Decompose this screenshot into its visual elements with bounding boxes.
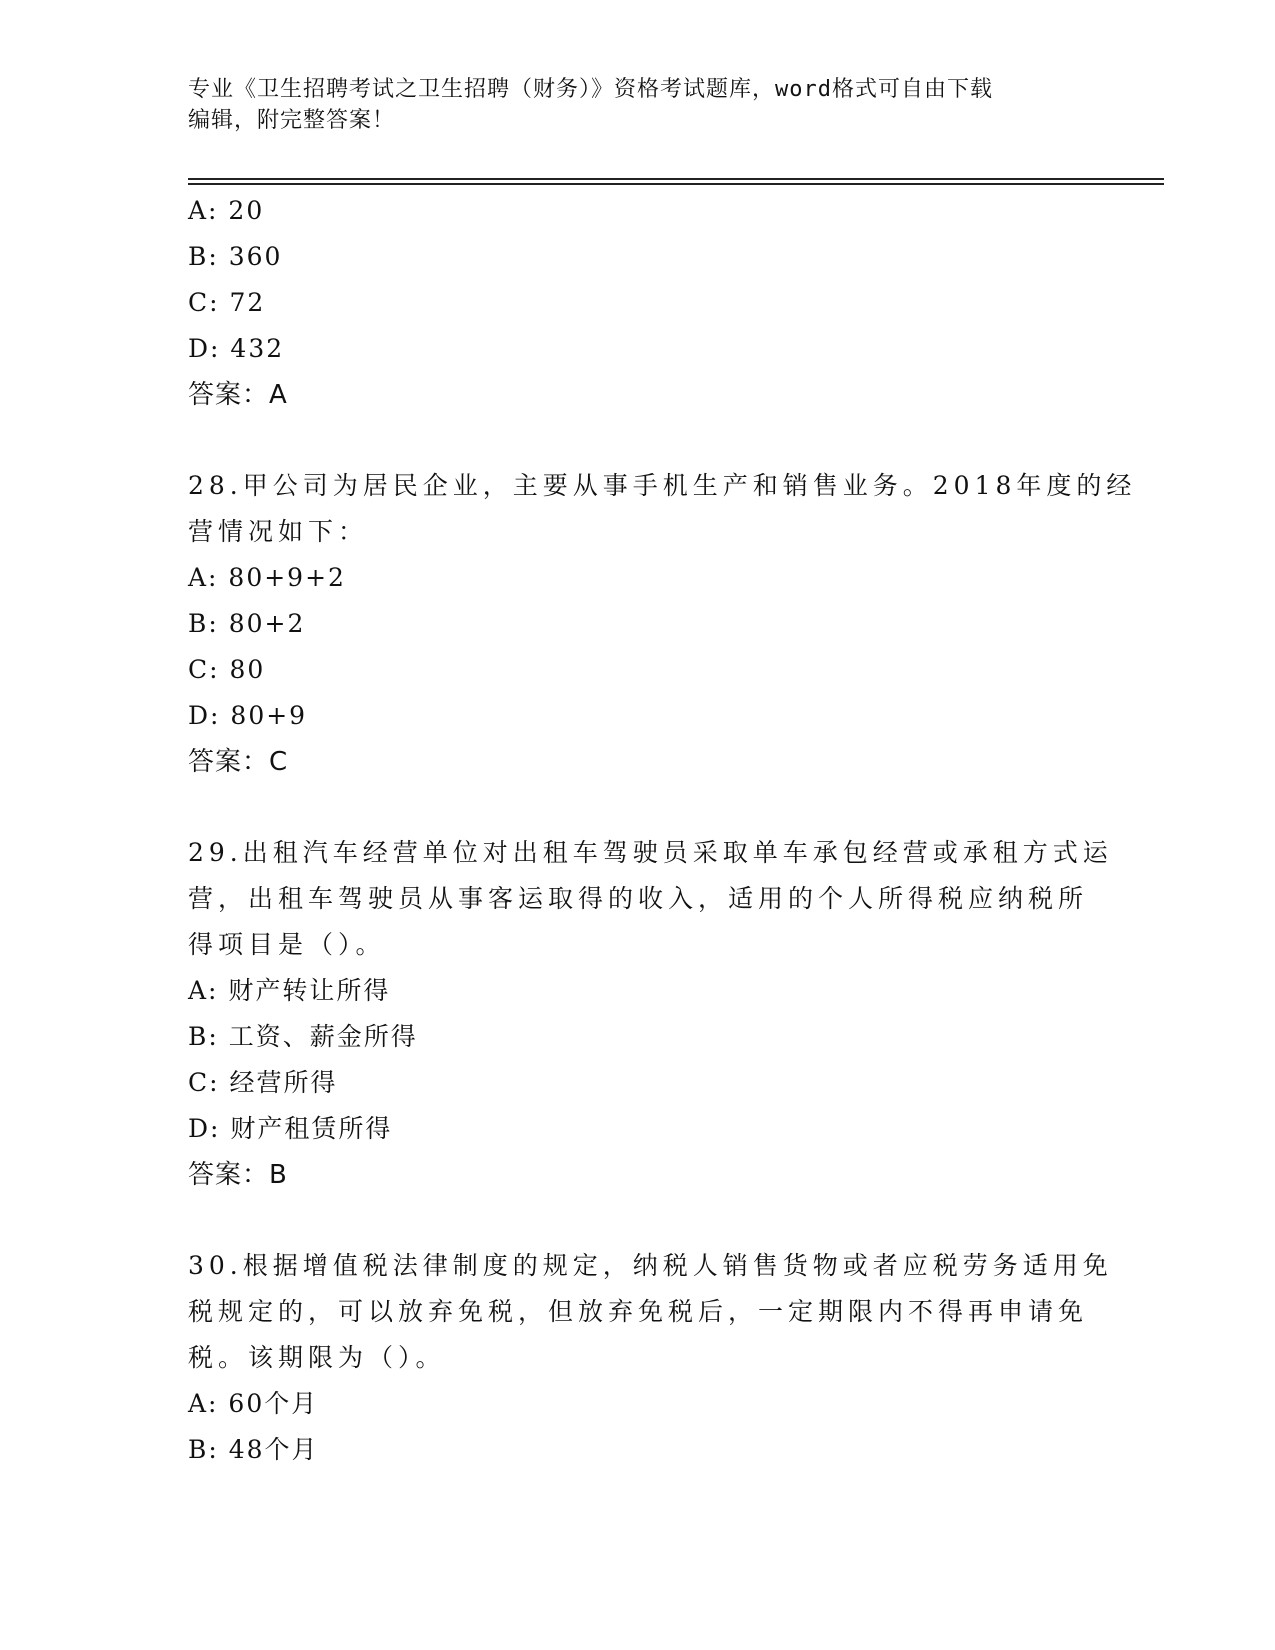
answer-line: 答案：C <box>188 747 289 777</box>
option-c: C: 72 <box>188 288 266 317</box>
question-27 <box>188 188 1088 418</box>
question-list <box>188 188 1137 1473</box>
answer-line: 答案：B <box>188 1160 288 1190</box>
header-line-1: 专业《卫生招聘考试之卫生招聘（财务）》资格考试题库，word格式可自由下载 <box>188 77 993 102</box>
question-30 <box>188 1243 1113 1473</box>
option-d: D: 财产租赁所得 <box>188 1114 393 1143</box>
document-header <box>188 74 1068 136</box>
option-d: D: 432 <box>188 334 285 363</box>
question-28 <box>188 463 1137 785</box>
header-divider-top <box>188 178 1164 180</box>
question-29 <box>188 830 1113 1198</box>
option-a: A: 财产转让所得 <box>188 976 391 1005</box>
answer-line: 答案：A <box>188 380 288 410</box>
question-stem-line: 30.根据增值税法律制度的规定，纳税人销售货物或者应税劳务适用免 <box>188 1251 1113 1280</box>
question-stem-line: 营，出租车驾驶员从事客运取得的收入，适用的个人所得税应纳税所 <box>188 884 1089 913</box>
question-stem-line: 得项目是（）。 <box>188 930 386 959</box>
option-d: D: 80+9 <box>188 701 308 730</box>
question-stem-line: 28.甲公司为居民企业，主要从事手机生产和销售业务。2018年度的经 <box>188 471 1137 500</box>
option-b: B: 360 <box>188 242 283 271</box>
option-c: C: 经营所得 <box>188 1068 338 1097</box>
question-stem-line: 29.出租汽车经营单位对出租车驾驶员采取单车承包经营或承租方式运 <box>188 838 1113 867</box>
option-b: B: 80+2 <box>188 609 306 638</box>
option-a: A: 60个月 <box>188 1389 319 1418</box>
option-b: B: 48个月 <box>188 1435 319 1464</box>
option-a: A: 20 <box>188 196 265 225</box>
question-stem-line: 税。该期限为（）。 <box>188 1343 446 1372</box>
option-a: A: 80+9+2 <box>188 563 346 592</box>
header-line-2: 编辑，附完整答案！ <box>188 108 396 133</box>
option-b: B: 工资、薪金所得 <box>188 1022 418 1051</box>
header-divider-bottom <box>188 183 1164 185</box>
question-stem-line: 税规定的，可以放弃免税，但放弃免税后，一定期限内不得再申请免 <box>188 1297 1089 1326</box>
question-stem-line: 营情况如下： <box>188 517 369 546</box>
option-c: C: 80 <box>188 655 266 684</box>
